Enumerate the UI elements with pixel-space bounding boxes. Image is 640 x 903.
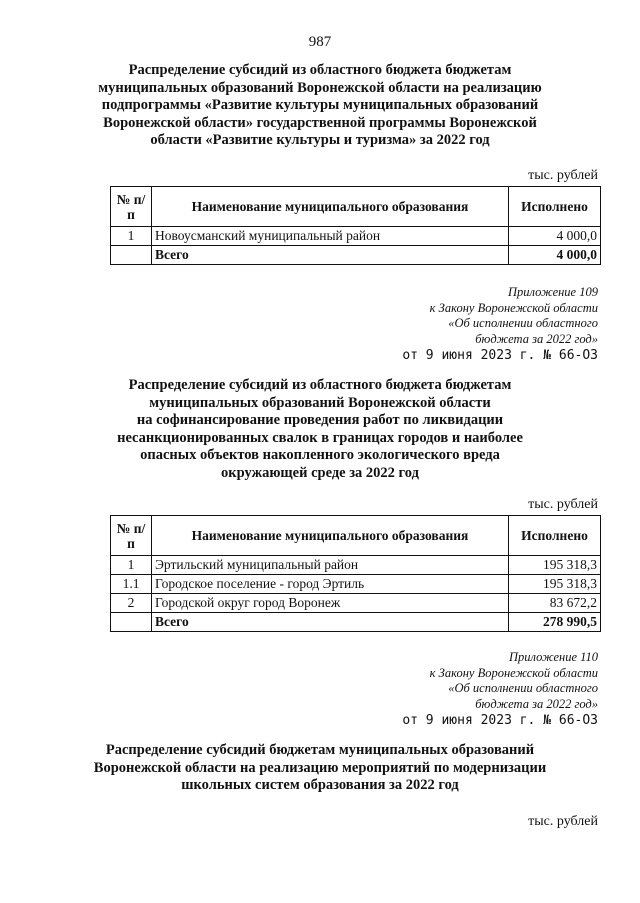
- title-line: Распределение субсидий из областного бюджета бюджетам: [128, 377, 512, 393]
- title-line: школьных систем образования за 2022 год: [181, 777, 459, 793]
- appendix-law-title: бюджета за 2022 год»: [475, 331, 598, 346]
- column-header-num: № п/п: [111, 516, 152, 556]
- appendix-law-ref: от 9 июня 2023 г. № 66-ОЗ: [402, 713, 598, 728]
- title-line: опасных объектов накопленного экологического вреда: [140, 447, 500, 463]
- title-line: Воронежской области на реализацию мероприятий по модернизации: [93, 759, 547, 776]
- page-number: 987: [308, 34, 332, 50]
- unit-label: тыс. рублей: [528, 168, 598, 183]
- table-header-row: [111, 516, 601, 556]
- unit-label: тыс. рублей: [528, 814, 598, 829]
- row-num: 1: [111, 556, 152, 575]
- appendix-law-title: бюджета за 2022 год»: [475, 696, 598, 711]
- table-row: [111, 594, 601, 613]
- row-name: Эртильский муниципальный район: [152, 556, 509, 575]
- column-header-value: Исполнено: [509, 187, 601, 227]
- title-line: муниципальных образований Воронежской области: [149, 394, 491, 411]
- appendix-law-title: «Об исполнении областного: [448, 681, 598, 695]
- appendix-number: Приложение 109: [508, 285, 598, 299]
- section-title: [60, 62, 580, 150]
- column-header-name: Наименование муниципального образования: [152, 187, 509, 227]
- total-value: 278 990,5: [509, 613, 601, 632]
- title-line: муниципальных образований Воронежской области на реализацию: [98, 79, 542, 96]
- appendix-law-title: «Об исполнении областного: [448, 316, 598, 330]
- row-num: [111, 613, 152, 632]
- title-line: на софинансирование проведения работ по ликвидации: [136, 412, 504, 428]
- title-line: подпрограммы «Развитие культуры муниципальных образований: [101, 97, 539, 113]
- appendix-law: к Закону Воронежской области: [429, 300, 598, 315]
- appendix-number: Приложение 110: [508, 650, 598, 664]
- section-title: [60, 742, 580, 795]
- title-line: Воронежской области» государственной программы Воронежской: [103, 114, 537, 131]
- section-title: [60, 377, 580, 482]
- table-row: [111, 575, 601, 594]
- title-line: несанкционированных свалок в границах городов и наиболее: [117, 429, 523, 446]
- row-name: Городской округ город Воронеж: [152, 594, 509, 613]
- row-num: 1: [111, 227, 152, 246]
- row-name: Городское поселение - город Эртиль: [152, 575, 509, 594]
- appendix-law-ref: от 9 июня 2023 г. № 66-ОЗ: [402, 348, 598, 363]
- row-value: 4 000,0: [509, 227, 601, 246]
- column-header-value: Исполнено: [509, 516, 601, 556]
- appendix-block: [402, 285, 598, 365]
- table-total-row: [111, 613, 601, 632]
- row-num: 2: [111, 594, 152, 613]
- subsidy-table: [110, 515, 601, 632]
- total-label: Всего: [152, 613, 509, 632]
- table-total-row: [111, 246, 601, 265]
- row-name: Новоусманский муниципальный район: [152, 227, 509, 246]
- column-header-num: № п/п: [111, 187, 152, 227]
- column-header-name: Наименование муниципального образования: [152, 516, 509, 556]
- table-header-row: [111, 187, 601, 227]
- title-line: окружающей среде за 2022 год: [221, 464, 419, 481]
- table-row: [111, 556, 601, 575]
- total-label: Всего: [152, 246, 509, 265]
- unit-label: тыс. рублей: [528, 497, 598, 512]
- appendix-law: к Закону Воронежской области: [429, 665, 598, 680]
- table-row: [111, 227, 601, 246]
- appendix-block: [402, 650, 598, 730]
- row-value: 195 318,3: [509, 575, 601, 594]
- total-value: 4 000,0: [509, 246, 601, 265]
- title-line: Распределение субсидий из областного бюджета бюджетам: [128, 62, 512, 78]
- subsidy-table: [110, 186, 601, 265]
- row-value: 83 672,2: [509, 594, 601, 613]
- title-line: области «Развитие культуры и туризма» за 2022 год: [150, 132, 490, 148]
- title-line: Распределение субсидий бюджетам муниципальных образований: [105, 742, 535, 758]
- row-num: [111, 246, 152, 265]
- row-value: 195 318,3: [509, 556, 601, 575]
- row-num: 1.1: [111, 575, 152, 594]
